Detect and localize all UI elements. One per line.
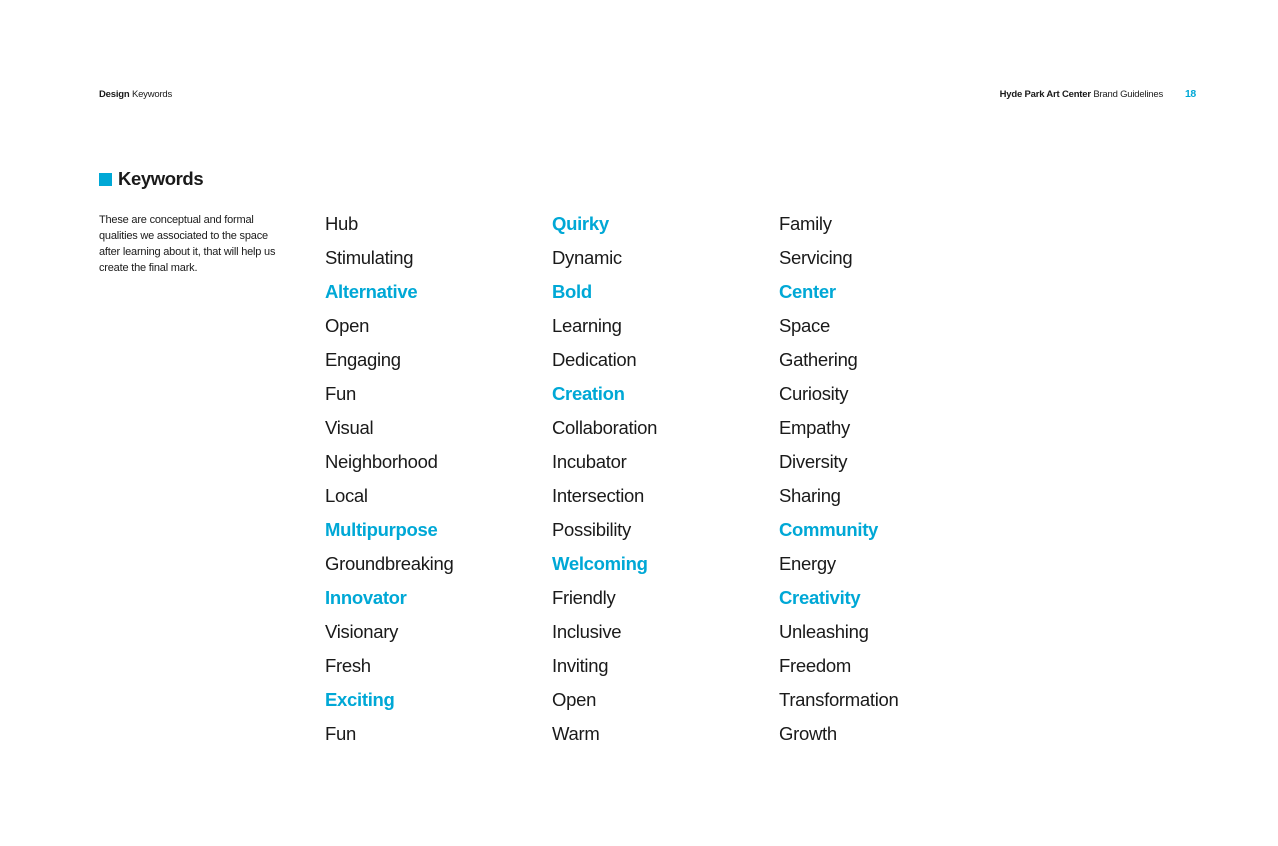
keyword-item: Freedom [779,655,851,676]
keyword-column-3 [779,210,899,754]
keyword-item-highlighted: Creation [552,383,625,404]
keyword-item-highlighted: Alternative [325,281,418,302]
keyword-item: Fresh [325,655,371,676]
page-number: 18 [1185,88,1196,100]
keyword-item: Friendly [552,587,616,608]
header-doc-name: Brand Guidelines [1093,89,1163,100]
header-page-label: Keywords [131,89,173,100]
keyword-item: Sharing [779,485,841,506]
header-org-name: Hyde Park Art Center [999,89,1091,100]
keyword-item: Space [779,315,830,336]
keyword-item: Transformation [779,689,899,710]
keyword-item: Groundbreaking [325,553,454,574]
keyword-item: Dedication [552,349,637,370]
header-document-title [1000,89,1163,100]
keyword-item: Fun [325,723,356,744]
section-heading [99,168,203,190]
keyword-item: Curiosity [779,383,849,404]
keyword-item: Servicing [779,247,853,268]
keyword-item: Collaboration [552,417,658,438]
keyword-item: Possibility [552,519,631,540]
keyword-item: Warm [552,723,600,744]
keyword-item: Learning [552,315,622,336]
section-title: Keywords [118,168,204,189]
keyword-item: Unleashing [779,621,869,642]
keyword-item: Engaging [325,349,401,370]
keyword-item: Dynamic [552,247,622,268]
keyword-item: Energy [779,553,836,574]
keyword-item-highlighted: Innovator [325,587,407,608]
keyword-item: Visionary [325,621,399,642]
keyword-item: Stimulating [325,247,414,268]
keyword-item: Empathy [779,417,850,438]
keyword-item: Hub [325,213,359,234]
keyword-item-highlighted: Community [779,519,879,540]
keyword-item-highlighted: Exciting [325,689,395,710]
keyword-item: Family [779,213,832,234]
keyword-column-2 [552,210,657,754]
keyword-item: Local [325,485,368,506]
keyword-item: Visual [325,417,374,438]
keyword-item: Open [552,689,597,710]
keyword-item: Open [325,315,370,336]
keyword-item: Fun [325,383,356,404]
keyword-item: Gathering [779,349,858,370]
keyword-item-highlighted: Quirky [552,213,609,234]
header-section-label: Design [99,89,130,100]
keyword-item: Intersection [552,485,645,506]
square-bullet-icon [99,173,112,186]
keyword-item: Incubator [552,451,627,472]
keyword-item: Diversity [779,451,848,472]
header-breadcrumb [99,89,172,100]
keyword-item: Growth [779,723,837,744]
keyword-item: Inclusive [552,621,622,642]
keyword-column-1 [325,210,453,754]
keyword-item-highlighted: Center [779,281,836,302]
keyword-item: Neighborhood [325,451,438,472]
keyword-item-highlighted: Multipurpose [325,519,438,540]
section-description: These are conceptual and formal qualities we associated to the space after learning about it, that will help us create the final mark. [99,214,276,274]
keyword-item-highlighted: Welcoming [552,553,648,574]
keyword-item-highlighted: Bold [552,281,592,302]
keyword-item-highlighted: Creativity [779,587,861,608]
keyword-item: Inviting [552,655,609,676]
